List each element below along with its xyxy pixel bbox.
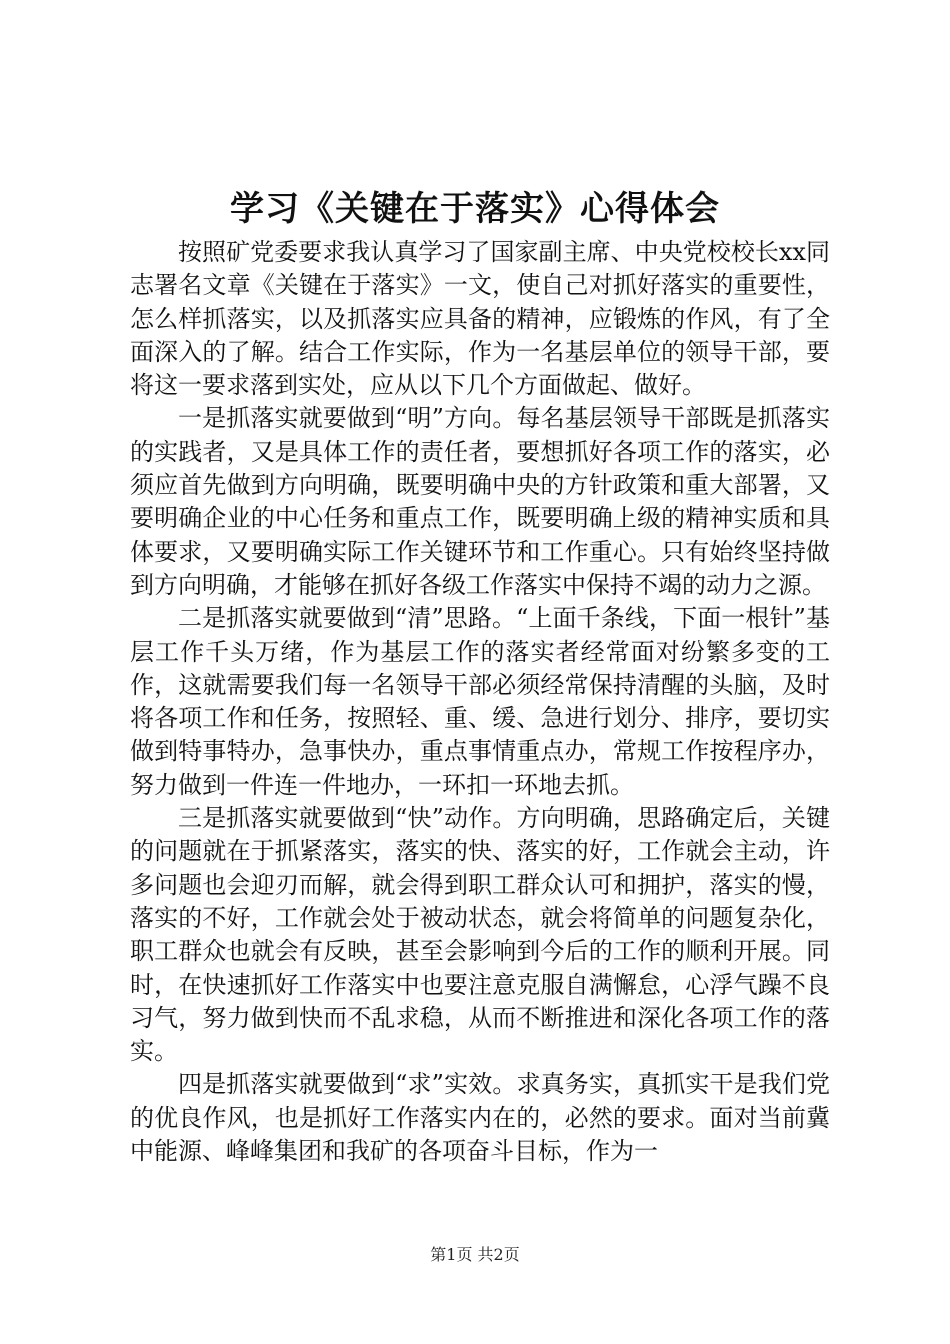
document-body [130, 236, 830, 1168]
paragraph-intro: 按照矿党委要求我认真学习了国家副主席、中央党校校长xx同志署名文章《关键在于落实》一文，使自己对抓好落实的重要性，怎么样抓落实，以及抓落实应具备的精神，应锻炼的作风，有了全面深入的了解。结合工作实际，作为一名基层单位的领导干部，要将这一要求落到实处，应从以下几个方面做起、做好。 [130, 238, 830, 400]
document-title: 学习《关键在于落实》心得体会 [230, 189, 720, 229]
paragraph-point-4: 四是抓落实就要做到“求”实效。求真务实，真抓实干是我们党的优良作风，也是抓好工作落实内在的，必然的要求。面对当前冀中能源、峰峰集团和我矿的各项奋斗目标，作为一 [130, 1070, 830, 1166]
paragraph-point-2: 二是抓落实就要做到“清”思路。“上面千条线，下面一根针”基层工作千头万绪，作为基层工作的落实者经常面对纷繁多变的工作，这就需要我们每一名领导干部必须经常保持清醒的头脑，及时将各项工作和任务，按照轻、重、缓、急进行划分、排序，要切实做到特事特办，急事快办，重点事情重点办，常规工作按程序办，努力做到一件连一件地办，一环扣一环地去抓。 [130, 604, 830, 799]
paragraph-point-3: 三是抓落实就要做到“快”动作。方向明确，思路确定后，关键的问题就在于抓紧落实，落实的快、落实的好，工作就会主动，许多问题也会迎刃而解，就会得到职工群众认可和拥护，落实的慢，落实的不好，工作就会处于被动状态，就会将简单的问题复杂化，职工群众也就会有反映，甚至会影响到今后的工作的顺利开展。同时，在快速抓好工作落实中也要注意克服自满懈怠，心浮气躁不良习气，努力做到快而不乱求稳，从而不断推进和深化各项工作的落实。 [130, 804, 830, 1066]
page-number: 第1页 共2页 [430, 1245, 520, 1264]
paragraph-point-1: 一是抓落实就要做到“明”方向。每名基层领导干部既是抓落实的实践者，又是具体工作的责任者，要想抓好各项工作的落实，必须应首先做到方向明确，既要明确中央的方针政策和重大部署，又要明确企业的中心任务和重点工作，既要明确上级的精神实质和具体要求，又要明确实际工作关键环节和工作重心。只有始终坚持做到方向明确，才能够在抓好各级工作落实中保持不竭的动力之源。 [130, 404, 830, 599]
